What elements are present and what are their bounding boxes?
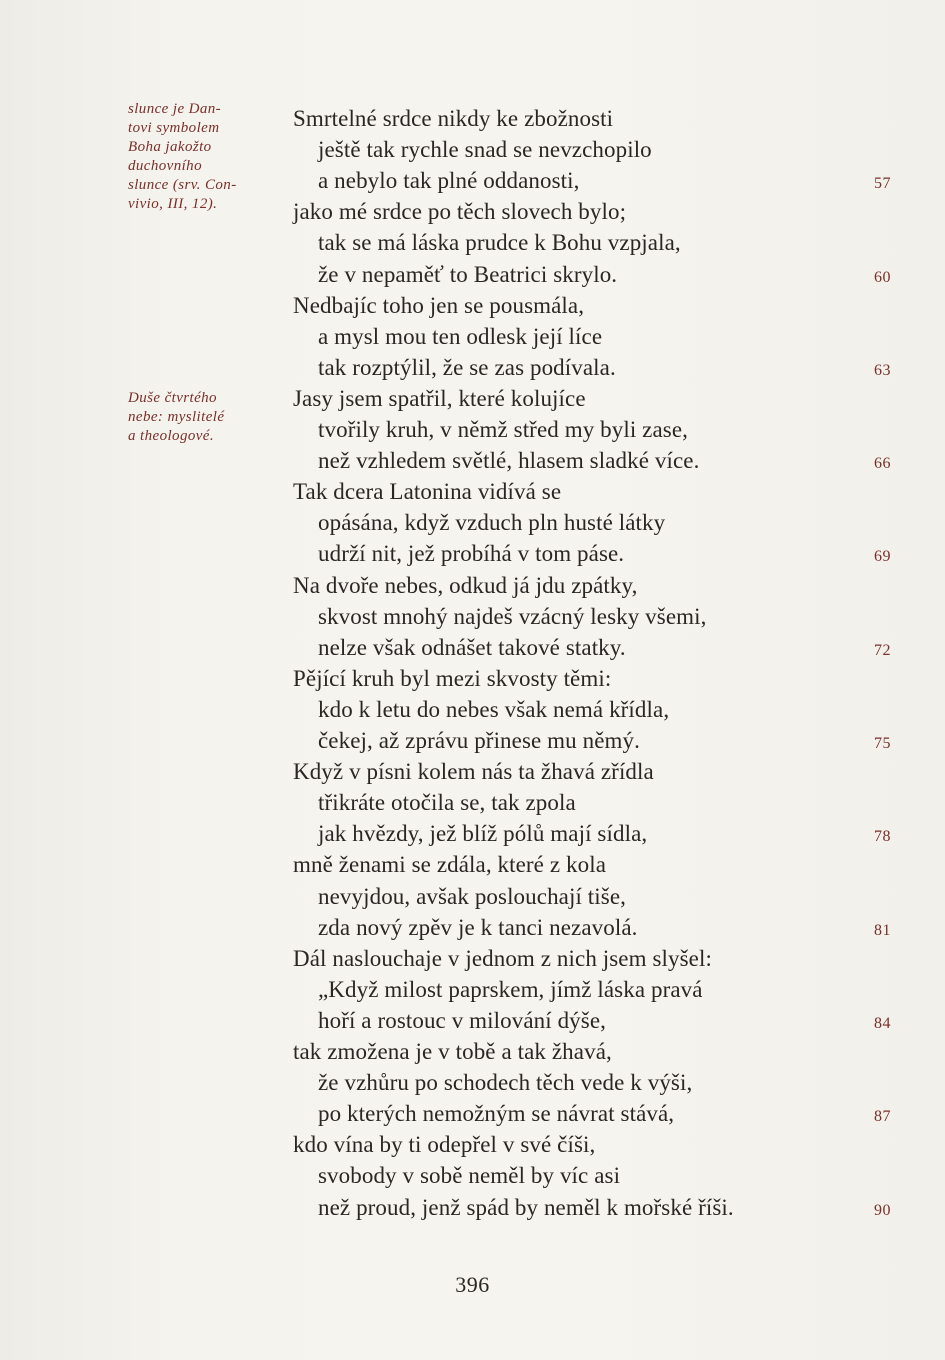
- margin-note-line: vivio, III, 12).: [128, 196, 218, 212]
- verse-text: že v nepaměť to Beatrici skrylo.: [318, 261, 618, 287]
- verse-text: tak se má láska prudce k Bohu vzpjala,: [318, 230, 681, 256]
- verse-line: [0, 756, 945, 787]
- verse-line: [0, 601, 945, 632]
- verse-text: než vzhledem světlé, hlasem sladké více.: [318, 448, 700, 474]
- verse-text: než proud, jenž spád by neměl k mořské říši.: [318, 1194, 734, 1220]
- verse-text: a mysl mou ten odlesk její líce: [318, 323, 603, 349]
- verse-line: [0, 1192, 945, 1223]
- line-number: 90: [874, 1201, 891, 1219]
- verse-text: že vzhůru po schodech těch vede k výši,: [318, 1070, 693, 1096]
- verse-line: [0, 321, 945, 352]
- verse-line: [0, 103, 945, 134]
- verse-text: udrží nit, jež probíhá v tom páse.: [318, 541, 625, 567]
- verse-line: [0, 476, 945, 507]
- verse-line: [0, 134, 945, 165]
- verse-text: tvořily kruh, v němž střed my byli zase,: [318, 417, 689, 442]
- verse-line: [0, 414, 945, 445]
- verse-line: [0, 538, 945, 569]
- line-number: 78: [874, 828, 891, 846]
- verse-line: [0, 196, 945, 227]
- verse-line: [0, 632, 945, 663]
- verse-line: [0, 445, 945, 476]
- line-number: 60: [874, 268, 891, 286]
- verse-text: Na dvoře nebes, odkud já jdu zpátky,: [293, 572, 638, 598]
- verse-line: [0, 570, 945, 601]
- verse-text: jak hvězdy, jež blíž pólů mají sídla,: [318, 821, 648, 847]
- verse-text: Dál naslouchaje v jednom z nich jsem slyšel:: [293, 945, 712, 971]
- margin-note-line: tovi symbolem: [128, 120, 220, 136]
- verse-text: a nebylo tak plné oddanosti,: [318, 168, 580, 194]
- verse-text: Nedbajíc toho jen se pousmála,: [293, 292, 585, 318]
- margin-note-line: duchovního: [128, 158, 202, 174]
- verse-text: po kterých nemožným se návrat stává,: [318, 1101, 675, 1127]
- line-number: 84: [874, 1014, 891, 1032]
- line-number: 57: [874, 175, 891, 193]
- margin-note-line: Duše čtvrtého: [128, 390, 217, 406]
- verse-line: [0, 974, 945, 1005]
- verse-line: [0, 1160, 945, 1191]
- verse-text: Smrtelné srdce nikdy ke zbožnosti: [293, 106, 614, 131]
- line-number: 63: [874, 361, 891, 379]
- margin-note-line: slunce (srv. Con-: [128, 177, 237, 193]
- margin-note-line: Boha jakožto: [128, 139, 212, 155]
- verse-line: [0, 507, 945, 538]
- verse-line: [0, 1098, 945, 1129]
- page-number: 396: [455, 1272, 490, 1297]
- verse-text: mně ženami se zdála, které z kola: [293, 852, 607, 878]
- verse-text: hoří a rostouc v milování dýše,: [318, 1007, 606, 1033]
- verse-text: tak rozptýlil, že se zas podívala.: [318, 354, 616, 380]
- verse-text: opásána, když vzduch pln husté látky: [318, 510, 666, 536]
- verse-line: [0, 943, 945, 974]
- verse-text: svobody v sobě neměl by víc asi: [318, 1163, 621, 1189]
- verse-line: [0, 849, 945, 880]
- verse-text: čekej, až zprávu přinese mu němý.: [318, 728, 640, 753]
- line-number: 87: [874, 1108, 891, 1126]
- verse-line: [0, 725, 945, 756]
- verse-text: tak zmožena je v tobě a tak žhavá,: [293, 1039, 612, 1064]
- line-number: 81: [874, 921, 891, 939]
- margin-note-line: nebe: myslitelé: [128, 409, 225, 425]
- verse-line: [0, 912, 945, 943]
- verse-line: [0, 881, 945, 912]
- verse-line: [0, 663, 945, 694]
- verse-line: [0, 1036, 945, 1067]
- verse-text: skvost mnohý najdeš vzácný lesky všemi,: [318, 603, 707, 629]
- margin-note-line: a theologové.: [128, 428, 215, 444]
- verse-line: [0, 694, 945, 725]
- margin-note-line: slunce je Dan-: [128, 101, 222, 117]
- line-number: 66: [874, 455, 891, 473]
- verse-text: jako mé srdce po těch slovech bylo;: [293, 199, 627, 225]
- verse-line: [0, 259, 945, 290]
- verse-text: Tak dcera Latonina vidívá se: [293, 479, 562, 505]
- verse-text: Když v písni kolem nás ta žhavá zřídla: [293, 759, 654, 785]
- verse-text: třikráte otočila se, tak zpola: [318, 790, 576, 816]
- verse-text: kdo vína by ti odepřel v své číši,: [293, 1132, 596, 1158]
- line-number: 75: [874, 735, 891, 752]
- verse-text: ještě tak rychle snad se nevzchopilo: [318, 137, 652, 163]
- verse-line: [0, 1129, 945, 1160]
- verse-line: [0, 227, 945, 258]
- verse-text: Jasy jsem spatřil, které kolujíce: [293, 385, 586, 411]
- verse-line: [0, 1067, 945, 1098]
- line-number: 72: [874, 641, 891, 659]
- verse-text: Pějící kruh byl mezi skvosty těmi:: [293, 665, 612, 691]
- verse-text: nelze však odnášet takové statky.: [318, 634, 626, 660]
- verse-line: [0, 1005, 945, 1036]
- verse-line: [0, 290, 945, 321]
- verse-text: zda nový zpěv je k tanci nezavolá.: [318, 914, 638, 940]
- verse-text: kdo k letu do nebes však nemá křídla,: [318, 696, 670, 722]
- verse-line: [0, 787, 945, 818]
- verse-line: [0, 352, 945, 383]
- verse-line: [0, 165, 945, 196]
- line-number: 69: [874, 548, 891, 566]
- verse-line: [0, 818, 945, 849]
- verse-line: [0, 383, 945, 414]
- verse-text: „Když milost paprskem, jímž láska pravá: [318, 976, 703, 1002]
- verse-text: nevyjdou, avšak poslouchají tiše,: [318, 883, 626, 909]
